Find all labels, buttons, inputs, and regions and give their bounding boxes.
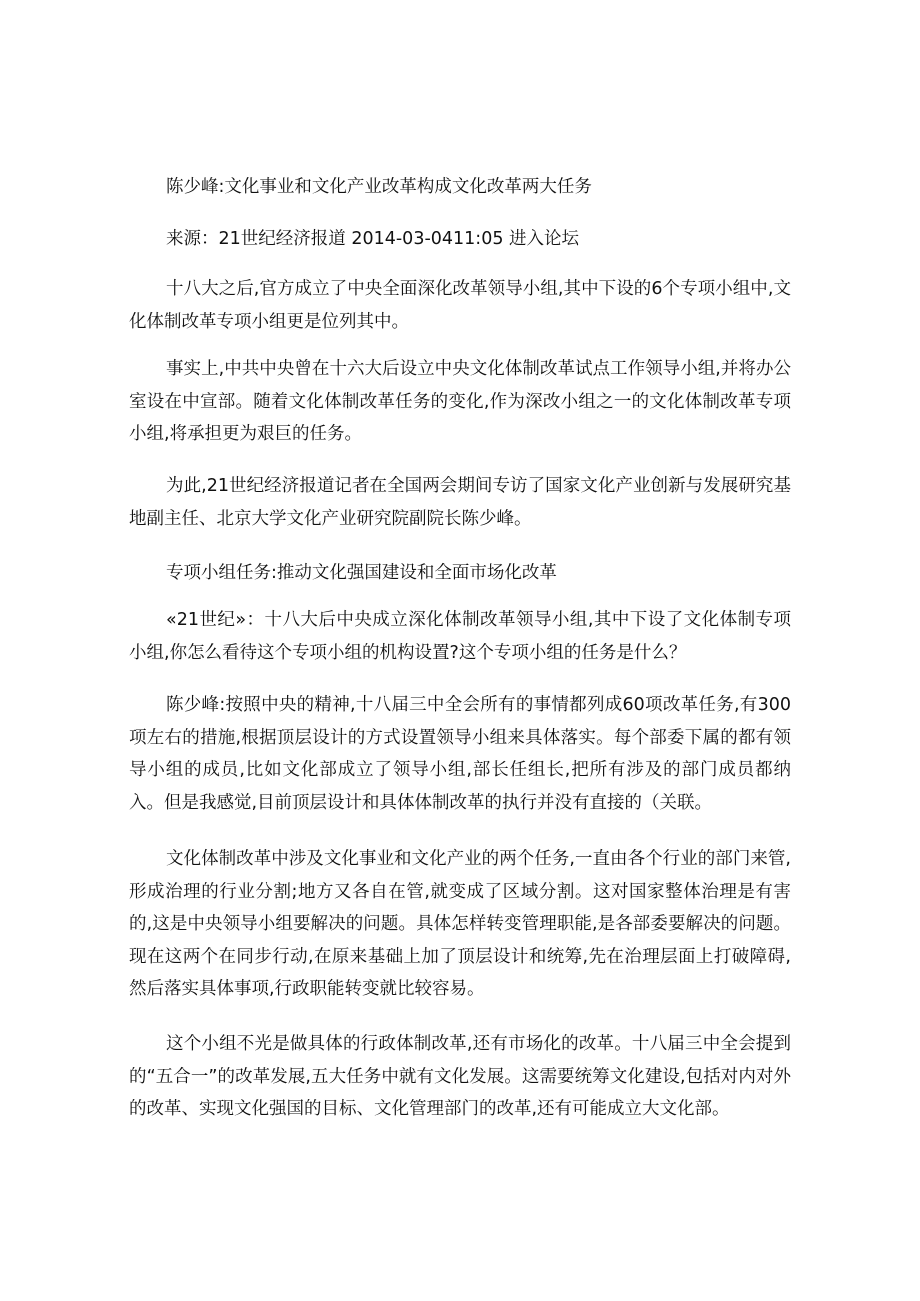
paragraph-background: 事实上,中共中央曾在十六大后设立中央文化体制改革试点工作领导小组,并将办公室设在中宣部。随着文化体制改革任务的变化,作为深改小组之一的文化体制改革专项小组,将承担更为艰巨的任务。 [129, 359, 791, 444]
article-source-line: 来源：21世纪经济报道 2014-03-0411:05 进入论坛 [166, 229, 580, 249]
paragraph-answer-1: 陈少峰:按照中央的精神,十八届三中全会所有的事情都列成60项改革任务,有300项左右的措施,根据顶层设计的方式设置领导小组来具体落实。每个部委下属的都有领导小组的成员,比如文化部成立了领导小组,部长任组长,把所有涉及的部门成员都纳入。但是我感觉,目前顶层设计和具体体制改革的执行并没有直接的（关联。 [129, 695, 791, 813]
article-title: 陈少峰:文化事业和文化产业改革构成文化改革两大任务 [166, 177, 592, 197]
paragraph-interview-intro: 为此,21世纪经济报道记者在全国两会期间专访了国家文化产业创新与发展研究基地副主任、北京大学文化产业研究院副院长陈少峰。 [129, 476, 791, 529]
paragraph-answer-3: 这个小组不光是做具体的行政体制改革,还有市场化的改革。十八届三中全会提到的“五合一”的改革发展,五大任务中就有文化发展。这需要统筹文化建设,包括对内对外的改革、实现文化强国的目标、文化管理部门的改革,还有可能成立大文化部。 [129, 1034, 791, 1119]
section-subheading: 专项小组任务:推动文化强国建设和全面市场化改革 [166, 563, 557, 583]
paragraph-question: «21世纪»：十八大后中央成立深化体制改革领导小组,其中下设了文化体制专项小组,你怎么看待这个专项小组的机构设置?这个专项小组的任务是什么？ [129, 610, 791, 663]
paragraph-answer-2: 文化体制改革中涉及文化事业和文化产业的两个任务,一直由各个行业的部门来管,形成治理的行业分割;地方又各自在管,就变成了区域分割。这对国家整体治理是有害的,这是中央领导小组要解决的问题。具体怎样转变管理职能,是各部委要解决的问题。现在这两个在同步行动,在原来基础上加了顶层设计和统筹,先在治理层面上打破障碍,然后落实具体事项,行政职能转变就比较容易。 [129, 849, 791, 999]
paragraph-intro: 十八大之后,官方成立了中央全面深化改革领导小组,其中下设的6个专项小组中,文化体制改革专项小组更是位列其中。 [129, 279, 791, 332]
